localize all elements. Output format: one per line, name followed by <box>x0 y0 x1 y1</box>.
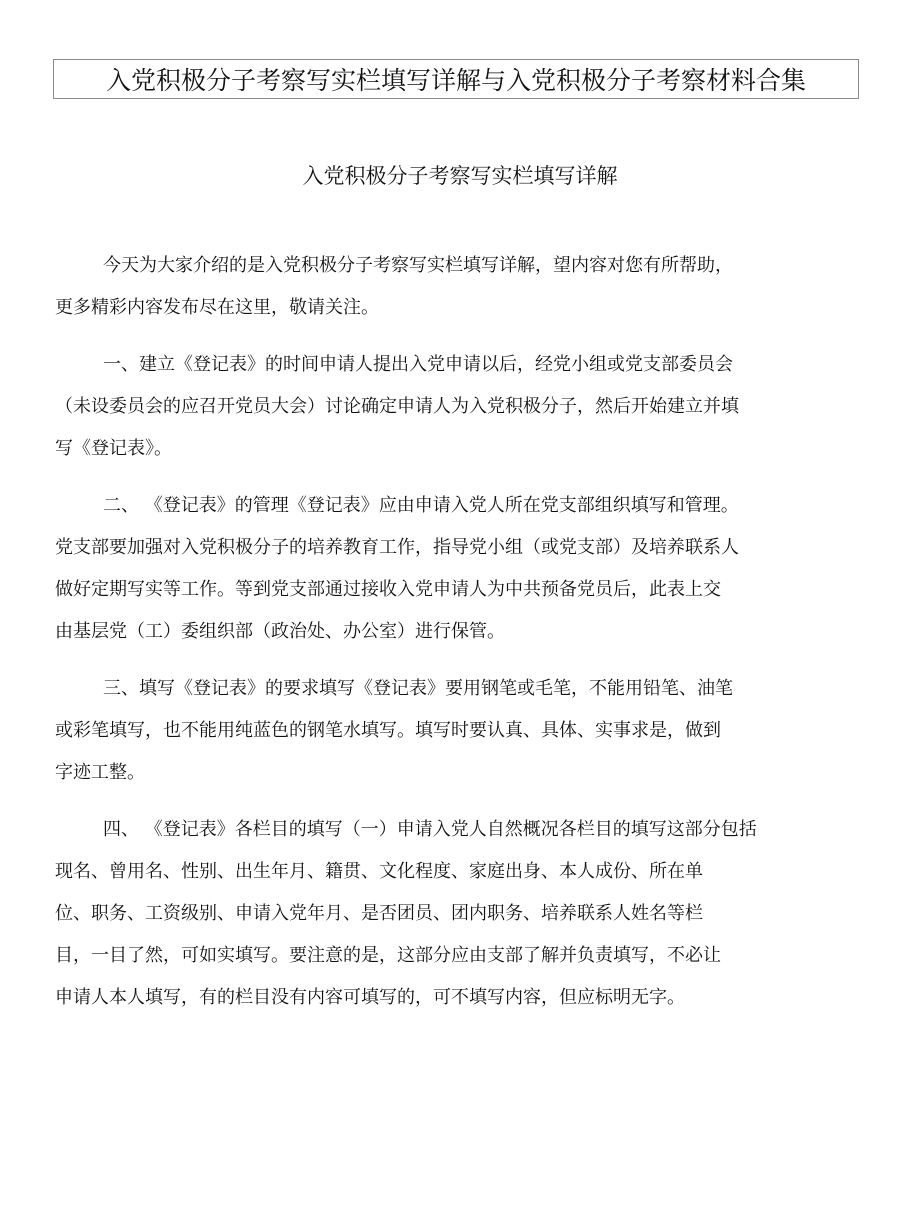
paragraph-4-line-3: 字迹工整。 <box>55 762 145 783</box>
paragraph-5-line-3: 位、职务、工资级别、申请入党年月、是否团员、团内职务、培养联系人姓名等栏 <box>55 903 703 924</box>
section-title: 入党积极分子考察写实栏填写详解 <box>302 164 618 188</box>
paragraph-4-line-1: 三、填写《登记表》的要求填写《登记表》要用钢笔或毛笔，不能用铅笔、油笔 <box>103 678 733 699</box>
paragraph-2-line-1: 一、建立《登记表》的时间申请人提出入党申请以后，经党小组或党支部委员会 <box>103 354 733 375</box>
paragraph-3-line-2: 党支部要加强对入党积极分子的培养教育工作，指导党小组（或党支部）及培养联系人 <box>55 537 739 558</box>
paragraph-2-line-3: 写《登记表》。 <box>55 438 172 459</box>
paragraph-2-line-2: （未设委员会的应召开党员大会）讨论确定申请人为入党积极分子，然后开始建立并填 <box>55 396 739 417</box>
paragraph-3-line-1: 二、 《登记表》的管理《登记表》应由申请入党人所在党支部组织填写和管理。 <box>103 495 739 516</box>
paragraph-4-line-2: 或彩笔填写，也不能用纯蓝色的钢笔水填写。填写时要认真、具体、实事求是，做到 <box>55 720 721 741</box>
paragraph-5-line-1: 四、 《登记表》各栏目的填写（一）申请入党人自然概况各栏目的填写这部分包括 <box>103 819 757 840</box>
paragraph-1-line-2: 更多精彩内容发布尽在这里，敬请关注。 <box>55 297 379 318</box>
paragraph-5-line-2: 现名、曾用名、性别、出生年月、籍贯、文化程度、家庭出身、本人成份、所在单 <box>55 861 703 882</box>
paragraph-3-line-4: 由基层党（工）委组织部（政治处、办公室）进行保管。 <box>55 621 505 642</box>
main-title: 入党积极分子考察写实栏填写详解与入党积极分子考察材料合集 <box>105 66 806 95</box>
paragraph-5-line-5: 申请人本人填写，有的栏目没有内容可填写的，可不填写内容，但应标明无字。 <box>55 987 685 1008</box>
paragraph-1-line-1: 今天为大家介绍的是入党积极分子考察写实栏填写详解，望内容对您有所帮助， <box>103 255 733 276</box>
main-title-box <box>53 59 859 99</box>
paragraph-5-line-4: 目，一目了然，可如实填写。要注意的是，这部分应由支部了解并负责填写，不必让 <box>55 945 721 966</box>
paragraph-3-line-3: 做好定期写实等工作。等到党支部通过接收入党申请人为中共预备党员后，此表上交 <box>55 579 721 600</box>
